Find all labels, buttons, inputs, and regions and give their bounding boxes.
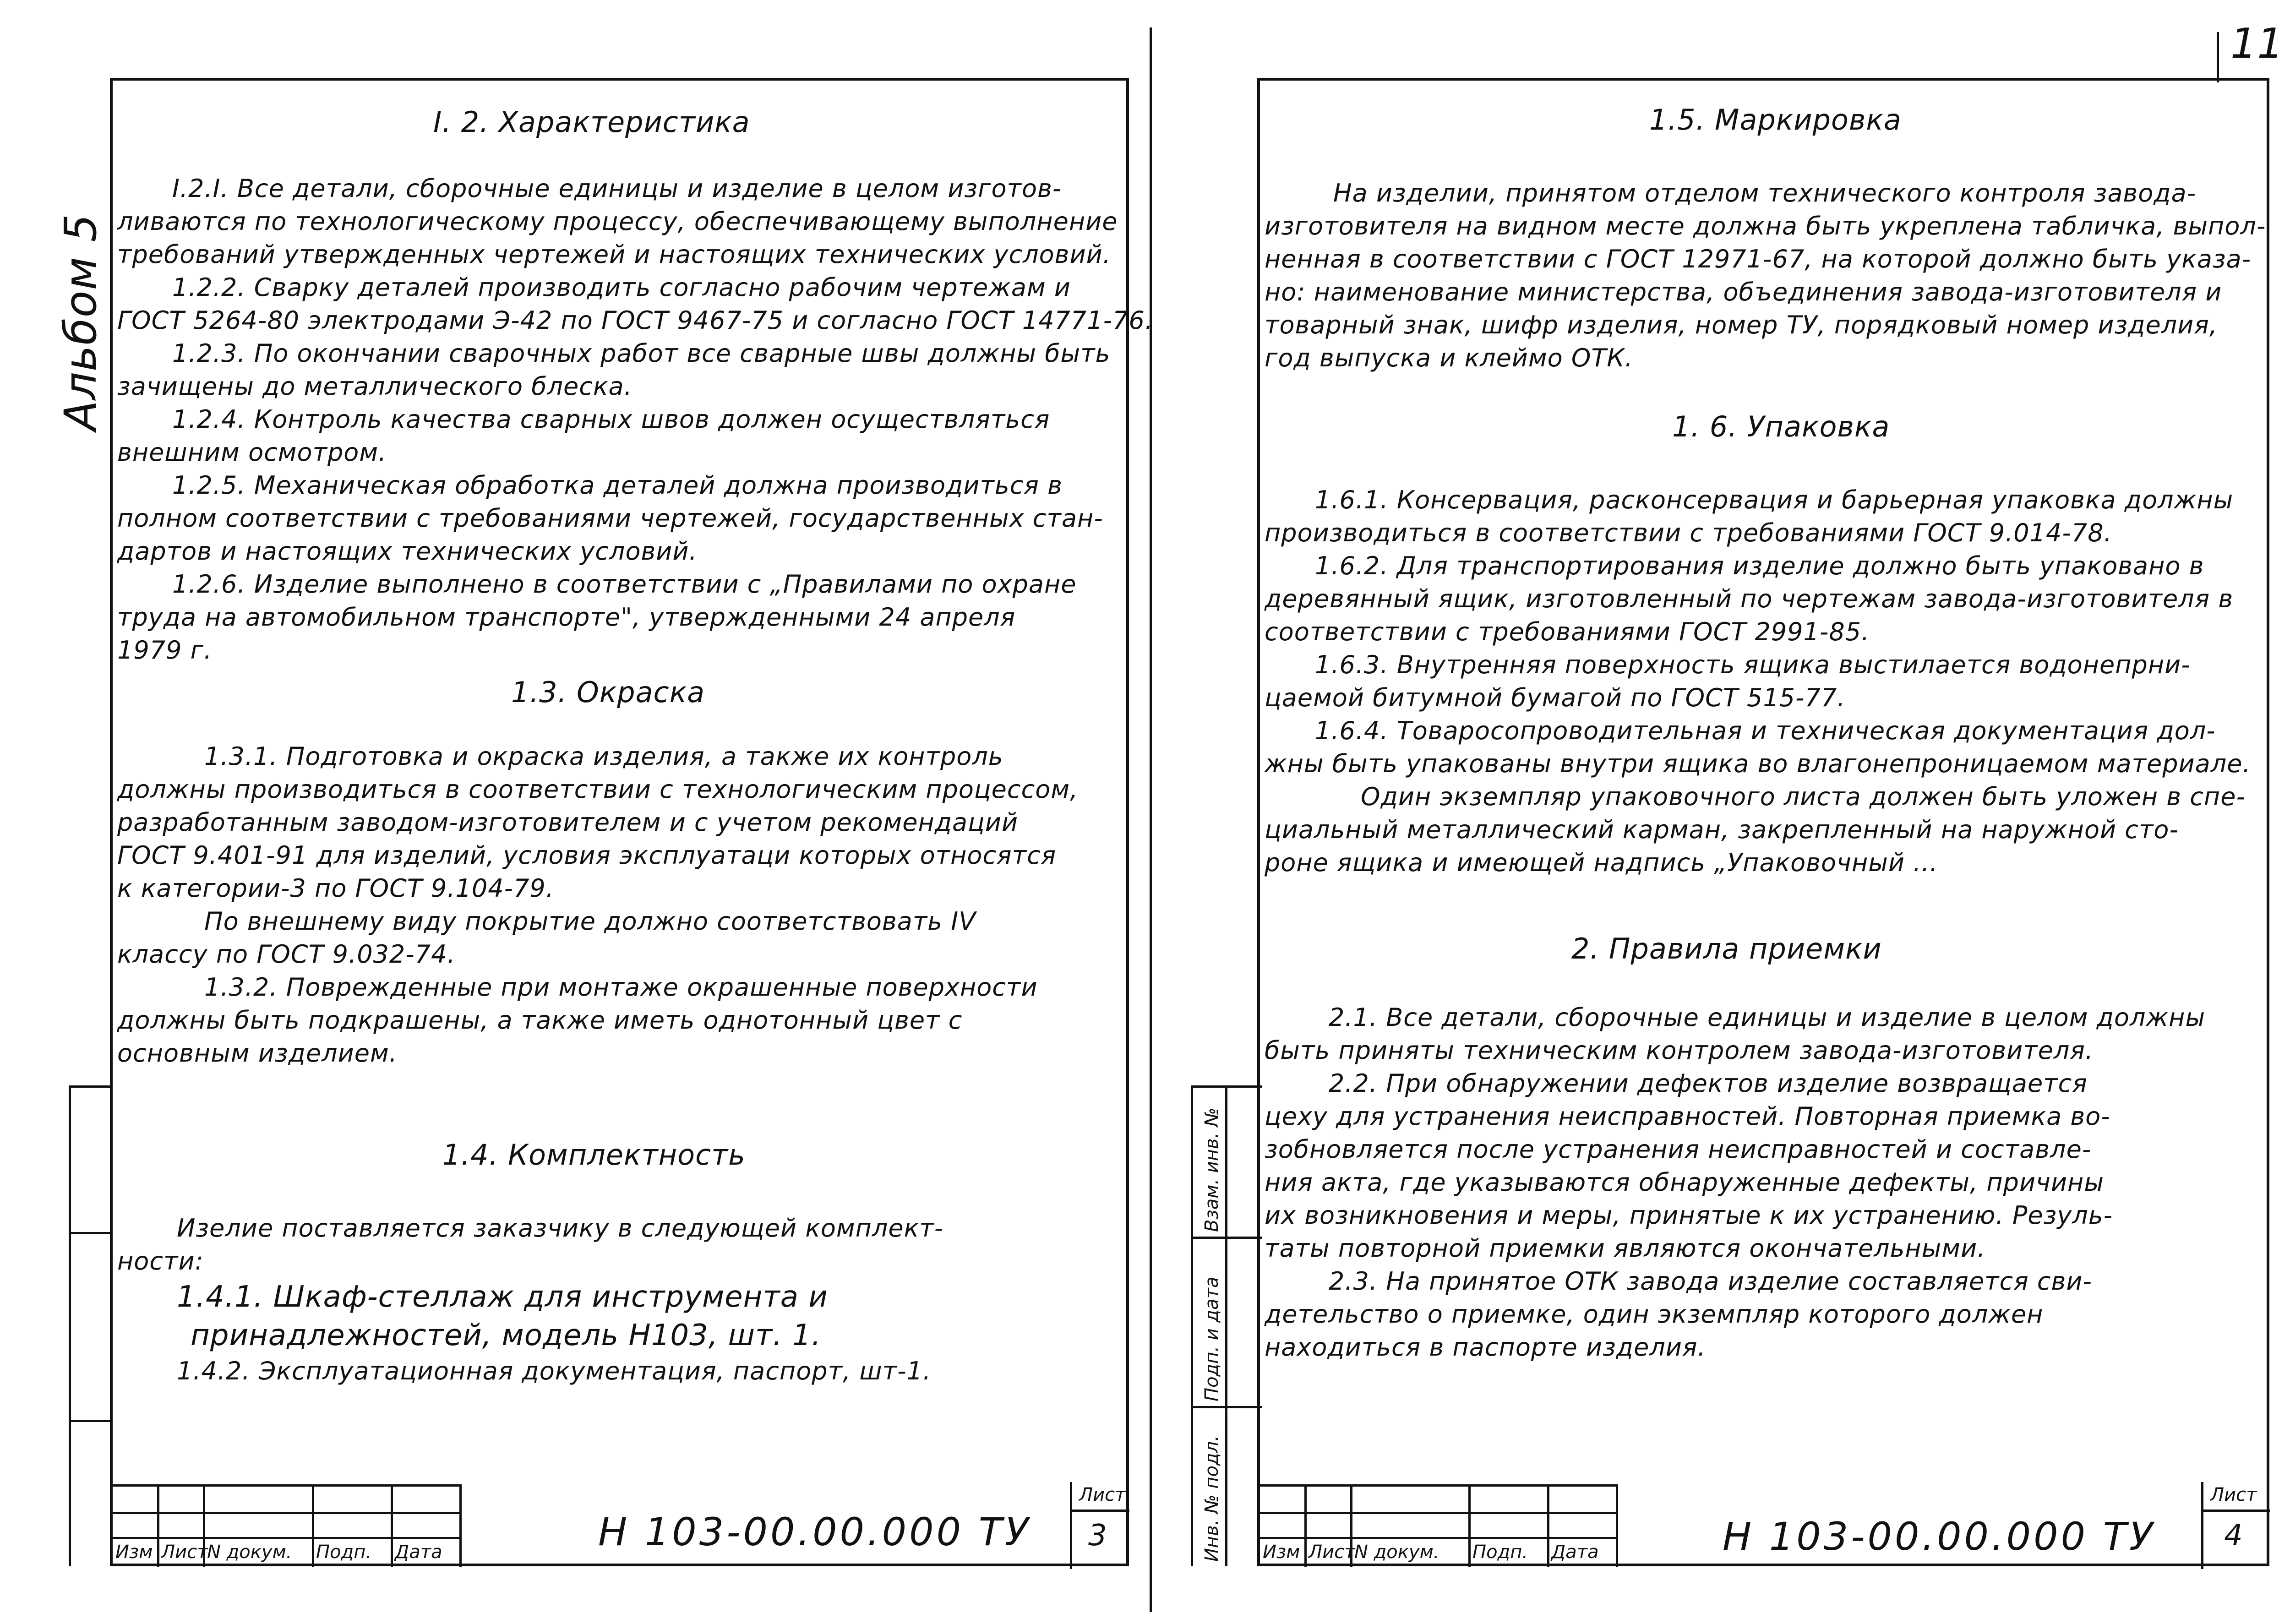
text-line: 1.6.2. Для транспортирования изделие должно быть упаковано в: [1315, 551, 2204, 580]
side-strip-tick: [1193, 1085, 1262, 1088]
text-line: цеху для устранения неисправностей. Повторная приемка во-: [1265, 1102, 2110, 1131]
stamp-top-line: [1260, 1484, 1616, 1487]
text-line: ности:: [117, 1247, 204, 1275]
text-line: деревянный ящик, изготовленный по чертежам завода-изготовителя в: [1265, 584, 2234, 613]
left-heading-1-4: 1.4. Комплектность: [442, 1138, 746, 1172]
right-sheet-label: Лист: [2210, 1484, 2257, 1505]
right-heading-2: 2. Правила приемки: [1571, 932, 1882, 965]
stamp-top-line: [113, 1484, 459, 1487]
page-number: 11: [2230, 20, 2284, 68]
right-sheet-number: 4: [2224, 1519, 2243, 1553]
text-line: 1.6.4. Товаросопроводительная и техническая документация дол-: [1315, 716, 2216, 745]
text-line: 1.6.3. Внутренняя поверхность ящика выстилается водонепрни-: [1315, 650, 2191, 679]
text-line: принадлежностей, модель Н103, шт. 1.: [191, 1319, 822, 1352]
side-strip-divider: [1225, 1085, 1227, 1566]
text-line: 1.4.2. Эксплуатационная документация, паспорт, шт-1.: [177, 1357, 932, 1385]
text-line: труда на автомобильном транспорте", утвержденными 24 апреля: [117, 603, 1016, 632]
text-line: классу по ГОСТ 9.032-74.: [117, 940, 456, 969]
left-document-code: Н 103-00.00.000 ТУ: [598, 1510, 1031, 1554]
left-section-1-4: [117, 1212, 943, 1388]
right-sheet: [1257, 78, 2269, 1566]
text-line: 2.2. При обнаружении дефектов изделие возвращается: [1329, 1069, 2088, 1098]
text-line: к категории-3 по ГОСТ 9.104-79.: [117, 874, 554, 903]
stamp-bottom-line: [1260, 1537, 1616, 1539]
sheet-box-divider: [1070, 1482, 1072, 1569]
text-line: 1979 г.: [117, 636, 213, 665]
text-line: циальный металлический карман, закрепленный на наружной сто-: [1265, 815, 2179, 844]
text-line: изготовителя на видном месте должна быть укреплена табличка, выпол-: [1265, 212, 2266, 240]
stamp-divider: [1547, 1484, 1549, 1567]
text-line: 1.4.1. Шкаф-стеллаж для инструмента и: [177, 1280, 828, 1314]
stamp-divider: [459, 1484, 462, 1567]
text-line: жны быть упакованы внутри ящика во влагонепроницаемом материале.: [1265, 749, 2251, 778]
stamp-divider: [1616, 1484, 1618, 1567]
text-line: ненная в соответствии с ГОСТ 12971-67, на которой должно быть указа-: [1265, 245, 2252, 273]
text-line: ливаются по технологическому процессу, обеспечивающему выполнение: [117, 207, 1118, 236]
text-line: цаемой битумной бумагой по ГОСТ 515-77.: [1265, 683, 1846, 712]
text-line: I.2.I. Все детали, сборочные единицы и изделие в целом изготов-: [172, 174, 1062, 203]
album-label: Альбом 5: [55, 213, 106, 431]
stamp-mid-line: [113, 1512, 459, 1514]
right-heading-1-5: 1.5. Маркировка: [1649, 103, 1902, 136]
text-line: детельство о приемке, один экземпляр которого должен: [1265, 1300, 2044, 1329]
stamp-divider: [157, 1484, 159, 1567]
text-line: производиться в соответствии с требованиями ГОСТ 9.014-78.: [1265, 518, 2112, 547]
text-line: По внешнему виду покрытие должно соответствовать IV: [204, 907, 976, 936]
stamp-col-dokum: N докум.: [1354, 1542, 1439, 1563]
stamp-col-dokum: N докум.: [207, 1542, 292, 1563]
stamp-mid-line: [1260, 1512, 1616, 1514]
text-line: таты повторной приемки являются окончательными.: [1265, 1234, 1986, 1263]
stamp-col-podp: Подп.: [1472, 1542, 1528, 1563]
left-heading-1-3: 1.3. Окраска: [511, 676, 705, 709]
side-strip-tick: [1193, 1237, 1262, 1239]
stamp-col-data: Дата: [395, 1542, 442, 1563]
right-document-code: Н 103-00.00.000 ТУ: [1723, 1514, 2156, 1559]
page-number-bracket: [2217, 32, 2219, 82]
right-section-2: [1265, 1001, 2205, 1364]
text-line: 1.2.2. Сварку деталей производить согласно рабочим чертежам и: [172, 273, 1071, 302]
side-label-vzam: Взам. инв. №: [1201, 1107, 1222, 1232]
left-side-strip-line: [69, 1085, 71, 1566]
stamp-divider: [1304, 1484, 1307, 1567]
text-line: 1.6.1. Консервация, расконсервация и барьерная упаковка должны: [1315, 485, 2234, 514]
text-line: но: наименование министерства, объединения завода-изготовителя и: [1265, 278, 2222, 306]
text-line: 1.2.4. Контроль качества сварных швов должен осуществляться: [172, 405, 1050, 434]
stamp-col-izm: Изм: [115, 1542, 153, 1563]
left-sheet: [110, 78, 1153, 1566]
text-line: 2.3. На принятое ОТК завода изделие составляется сви-: [1329, 1267, 2092, 1296]
text-line: быть приняты техническим контролем завода-изготовителя.: [1265, 1036, 2094, 1065]
text-line: находиться в паспорте изделия.: [1265, 1333, 1706, 1362]
stamp-bottom-line: [113, 1537, 459, 1539]
text-line: 1.2.3. По окончании сварочных работ все сварные швы должны быть: [172, 339, 1111, 368]
text-line: полном соответствии с требованиями чертежей, государственных стан-: [117, 504, 1103, 533]
stamp-divider: [391, 1484, 393, 1567]
text-line: должны производиться в соответствии с технологическим процессом,: [117, 775, 1079, 804]
text-line: зобновляется после устранения неисправностей и составле-: [1265, 1135, 2092, 1164]
text-line: 1.3.1. Подготовка и окраска изделия, а также их контроль: [204, 742, 1003, 771]
stamp-col-list: Лист: [1309, 1542, 1355, 1563]
stamp-col-podp: Подп.: [316, 1542, 372, 1563]
text-line: основным изделием.: [117, 1039, 398, 1068]
stamp-col-data: Дата: [1551, 1542, 1599, 1563]
text-line: Изелие поставляется заказчику в следующей комплект-: [177, 1214, 944, 1243]
left-section-1-2: [117, 172, 1153, 667]
left-heading-1-2: I. 2. Характеристика: [433, 105, 750, 139]
text-line: Один экземпляр упаковочного листа должен быть уложен в спе-: [1361, 782, 2246, 811]
text-line: зачищены до металлического блеска.: [117, 372, 632, 401]
left-sheet-number: 3: [1088, 1519, 1107, 1553]
side-label-podp-data: Подп. и дата: [1201, 1276, 1222, 1401]
stamp-divider: [1468, 1484, 1471, 1567]
stamp-col-list: Лист: [161, 1542, 208, 1563]
text-line: дартов и настоящих технических условий.: [117, 537, 698, 566]
sheet-box-line: [1070, 1510, 1129, 1512]
text-line: На изделии, принятом отделом технического контроля завода-: [1333, 179, 2197, 207]
left-side-strip-tick: [69, 1420, 112, 1422]
left-sheet-label: Лист: [1079, 1484, 1126, 1505]
text-line: ГОСТ 9.401-91 для изделий, условия эксплуатаци которых относятся: [117, 841, 1057, 870]
text-line: роне ящика и имеющей надпись „Упаковочный ...: [1265, 848, 1938, 877]
text-line: их возникновения и меры, принятые к их устранению. Резуль-: [1265, 1201, 2113, 1230]
text-line: разработанным заводом-изготовителем и с учетом рекомендаций: [117, 808, 1019, 837]
text-line: внешним осмотром.: [117, 438, 387, 467]
right-side-strip: [1191, 1085, 1262, 1566]
text-line: требований утвержденных чертежей и настоящих технических условий.: [117, 240, 1111, 269]
text-line: 1.2.6. Изделие выполнено в соответствии с „Правилами по охране: [172, 570, 1077, 599]
left-side-strip-tick: [69, 1085, 112, 1088]
text-line: год выпуска и клеймо ОТК.: [1265, 343, 1633, 372]
side-label-inv: Инв. № подл.: [1201, 1435, 1222, 1562]
text-line: товарный знак, шифр изделия, номер ТУ, порядковый номер изделия,: [1265, 311, 2218, 339]
right-heading-1-6: 1. 6. Упаковка: [1672, 410, 1890, 443]
text-line: соответствии с требованиями ГОСТ 2991-85.: [1265, 617, 1870, 646]
text-line: должны быть подкрашены, а также иметь однотонный цвет с: [117, 1006, 963, 1035]
sheet-box-divider: [2201, 1482, 2203, 1569]
text-line: ГОСТ 5264-80 электродами Э-42 по ГОСТ 9467-75 и согласно ГОСТ 14771-76.: [117, 306, 1153, 335]
text-line: ния акта, где указываются обнаруженные дефекты, причины: [1265, 1168, 2104, 1197]
left-section-1-3: [117, 740, 1078, 1070]
text-line: 1.3.2. Поврежденные при монтаже окрашенные поверхности: [204, 973, 1038, 1002]
left-side-strip-tick: [69, 1232, 112, 1234]
text-line: 1.2.5. Механическая обработка деталей должна производиться в: [172, 471, 1063, 500]
stamp-divider: [312, 1484, 314, 1567]
right-section-1-5: [1265, 177, 2266, 375]
right-section-1-6: [1265, 484, 2251, 879]
sheet-box-line: [2201, 1510, 2270, 1512]
text-line: 2.1. Все детали, сборочные единицы и изделие в целом должны: [1329, 1003, 2206, 1032]
stamp-col-izm: Изм: [1263, 1542, 1300, 1563]
side-strip-tick: [1193, 1406, 1262, 1408]
